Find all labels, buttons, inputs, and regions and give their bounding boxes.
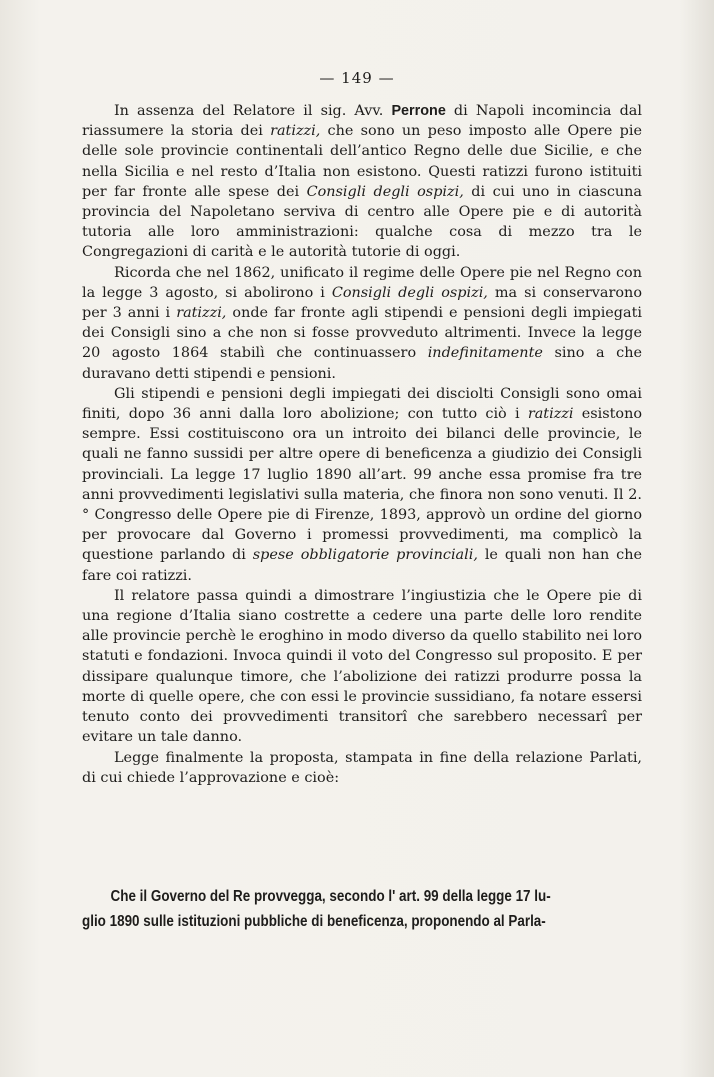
italic-term-indefinitamente: indefinitamente bbox=[427, 345, 543, 362]
paragraph-3-text-a: Gli stipendi e pensioni degli impiegati dei disciolti Consigli sono omai finiti, dopo 36 anni dalla loro abolizione; con tutto ciò i bbox=[82, 385, 642, 423]
italic-term-ratizzi-3: ratizzi bbox=[527, 406, 574, 423]
paragraph-3-text-b: esistono sempre. Essi costituiscono ora un introito dei bilanci delle provincie, le quali ne fanno sussidi per altre opere di beneficenza a giudizio dei Consigli provinciali. La legge 17 luglio 1890 all’art. 99 anche essa promise fra tre anni provvedimenti legislativi sulla materia, che finora non sono venuti. Il 2.° Congresso delle Opere pie di Firenze, 1893, approvò un ordine del giorno per provocare dal Governo i promessi provvedimenti, ma complicò la questione parlando di bbox=[82, 406, 642, 564]
paragraph-4: Il relatore passa quindi a dimostrare l’ingiustizia che le Opere pie di una regione d’Italia siano costrette a cedere una parte delle loro rendite alle provincie perchè le eroghino in modo diverso da quello stabilito nei loro statuti e fondazioni. Invoca quindi il voto del Congresso sul proposito. E per dissipare qualunque timore, che l’abolizione dei ratizzi produrre possa la morte di quelle opere, che con essi le provincie sussidiano, fa notare essersi tenuto conto dei provvedimenti transitorî che sarebbero necessarî per evitare un tale danno. bbox=[82, 587, 642, 746]
paragraph-2-text-d: sino a che duravano detti stipendi e pensioni. bbox=[82, 345, 642, 382]
paragraph-2 bbox=[82, 263, 642, 384]
paragraph-2-text-b: ma si conservarono per 3 anni i bbox=[82, 284, 642, 322]
paragraph-1-text-c: che sono un peso imposto alle Opere pie delle sole provincie continentali dell’antico Regno delle due Sicilie, e che nella Sicilia e nel resto d’Italia non esistono. Questi ratizzi furono istituiti per far fronte alle spese dei bbox=[82, 123, 642, 200]
paragraph-3-text-c: le quali non han che fare coi ratizzi. bbox=[82, 547, 642, 584]
paragraph-2-text-a: Ricorda che nel 1862, unificato il regime delle Opere pie nel Regno con la legge 3 agosto, si abolirono i bbox=[82, 264, 642, 301]
proposal-line-2: glio 1890 sulle istituzioni pubbliche di beneficenza, proponendo al Parla- bbox=[82, 913, 546, 930]
italic-term-consigli-ospizi-2: Consigli degli ospizi, bbox=[331, 284, 488, 301]
proposal-text bbox=[82, 884, 642, 934]
paragraph-1 bbox=[82, 101, 642, 263]
proposal-line-1: Che il Governo del Re provvegga, secondo l' art. 99 della legge 17 lu- bbox=[110, 888, 551, 905]
paragraph-3 bbox=[82, 384, 642, 586]
italic-term-consigli-ospizi: Consigli degli ospizi, bbox=[306, 183, 464, 200]
paragraph-1-text-b: di Napoli incomincia dal riassumere la storia dei bbox=[82, 103, 642, 140]
page-number: — 149 — bbox=[319, 69, 395, 87]
speaker-name: Perrone bbox=[391, 103, 446, 119]
paragraph-2-text-c: onde far fronte agli stipendi e pensioni degli impiegati dei Consigli sino a che non si fosse provveduto altrimenti. Invece la legge 20 agosto 1864 stabilì che continuassero bbox=[82, 305, 642, 362]
body-text bbox=[82, 101, 642, 788]
italic-term-ratizzi-2: ratizzi, bbox=[176, 305, 227, 322]
paragraph-1-text-a: In assenza del Relatore il sig. Avv. bbox=[114, 103, 392, 119]
paragraph-5: Legge finalmente la proposta, stampata in fine della relazione Parlati, di cui chiede l’approvazione e cioè: bbox=[82, 749, 642, 786]
paragraph-1-text-d: di cui uno in ciascuna provincia del Napoletano serviva di centro alle Opere pie e di autorità tutoria alle loro amministrazioni: qualche cosa di mezzo tra le Congregazioni di carità e le autorità tutorie di oggi. bbox=[82, 183, 643, 261]
italic-term-ratizzi: ratizzi, bbox=[270, 123, 321, 140]
italic-term-spese-obbligatorie: spese obbligatorie provinciali, bbox=[252, 547, 478, 564]
